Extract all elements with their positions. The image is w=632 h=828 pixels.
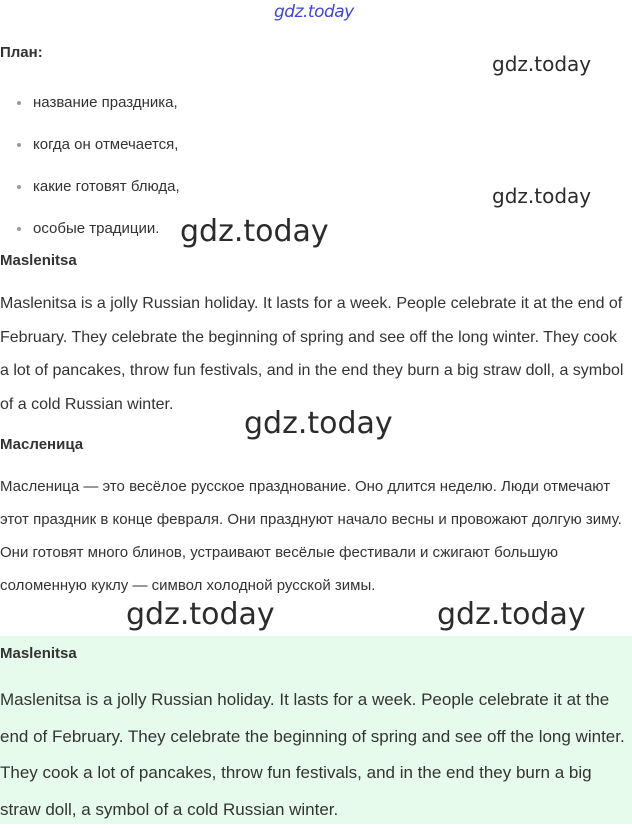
watermark: gdz.today (126, 597, 275, 632)
watermark: gdz.today (244, 406, 393, 441)
plan-item: название праздника, (0, 86, 180, 128)
english-heading: Maslenitsa (0, 252, 77, 269)
answer-paragraph: Maslenitsa is a jolly Russian holiday. It lasts for a week. People celebrate it at the end of February. They celebrate the beginning of spring and see off the long winter. They cook a lot of pancakes, throw fun festivals, and in the end they burn a big straw doll, a symbol of a cold Russian winter. (0, 690, 625, 819)
plan-item: когда он отмечается, (0, 128, 180, 170)
watermark: gdz.today (492, 52, 592, 76)
answer-heading: Maslenitsa (0, 645, 77, 662)
watermark: gdz.today (437, 597, 586, 632)
top-watermark: gdz.today (274, 2, 354, 22)
plan-item: особые традиции. (0, 212, 180, 254)
watermark: gdz.today (492, 184, 592, 208)
russian-heading: Масленица (0, 436, 84, 453)
english-paragraph: Maslenitsa is a jolly Russian holiday. It lasts for a week. People celebrate it at the end of February. They celebrate the beginning of spring and see off the long winter. They cook a lot of pancakes, throw fun festivals, and in the end they burn a big straw doll, a symbol of a cold Russian winter. (0, 295, 624, 413)
russian-paragraph: Масленица — это весёлое русское празднование. Оно длится неделю. Люди отмечают этот праздник в конце февраля. Они празднуют начало весны и провожают долгую зиму. Они готовят много блинов, устраивают весёлые фестивали и сжигают большую соломенную куклу — символ холодной русской зимы. (0, 478, 622, 594)
watermark: gdz.today (180, 214, 329, 249)
plan-heading: План: (0, 44, 43, 61)
plan-item: какие готовят блюда, (0, 170, 180, 212)
plan-list (0, 86, 180, 254)
